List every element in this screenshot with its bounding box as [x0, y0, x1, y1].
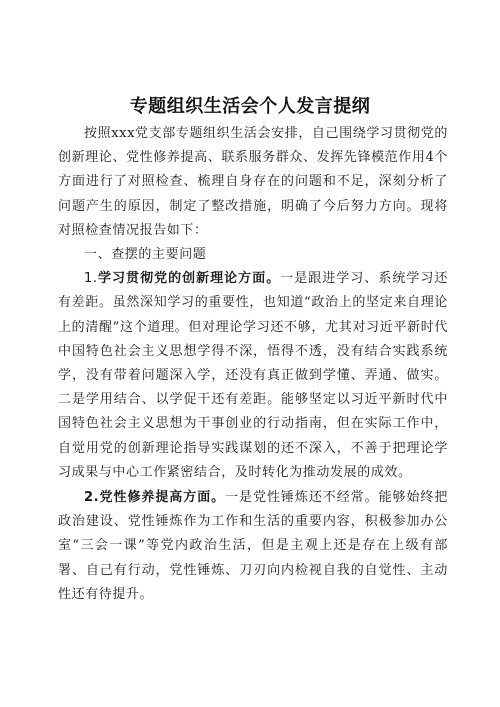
intro-paragraph: 按照xxx党支部专题组织生活会安排，自己围绕学习贯彻党的创新理论、党性修养提高、联系服务群众、发挥先锋模范作用4个方面进行了对照检查、梳理自身存在的问题和不足，深刻分析了问题产生的原因，制定了整改措施，明确了今后努力方向。现将对照检查情况报告如下： [58, 126, 448, 238]
item-lead-1: 学习贯彻党的创新理论方面。 [97, 271, 281, 287]
item-text-2: 一是党性锤炼还不经常。能够始终把政治建设、党性锤炼作为工作和生活的重要内容，积极参加办公室“三会一课”等党内政治生活，但是主观上还是存在上级有部署、自己有行动，党性锤炼、刀刃向内检视自我的自觉性、主动性还有待提升。 [58, 490, 448, 602]
item-lead-2: .党性修养提高方面。 [93, 490, 226, 506]
item-number-1: 1. [84, 271, 98, 287]
section-heading: 一、查摆的主要问题 [84, 247, 207, 263]
document-title: 专题组织生活会个人发言提纲 [129, 96, 371, 117]
item-paragraph-1 [58, 267, 448, 485]
item-number-2: 2 [84, 490, 94, 506]
item-paragraph-2 [58, 486, 448, 607]
document-body [58, 122, 448, 607]
item-text-1: 一是跟进学习、系统学习还有差距。虽然深知学习的重要性，也知道“政治上的坚定来自理论上的清醒”这个道理。但对理论学习还不够，尤其对习近平新时代中国特色社会主义思想学得不深，悟得不透，没有结合实践系统学，没有带着问题深入学，还没有真正做到学懂、弄通、做实。二是学用结合、以学促干还有差距。能够坚定以习近平新时代中国特色社会主义思想为干事创业的行动指南，但在实际工作中，自觉用党的创新理论指导实践谋划的还不深入，不善于把理论学习成果与中心工作紧密结合，及时转化为推动发展的成效。 [58, 271, 448, 480]
